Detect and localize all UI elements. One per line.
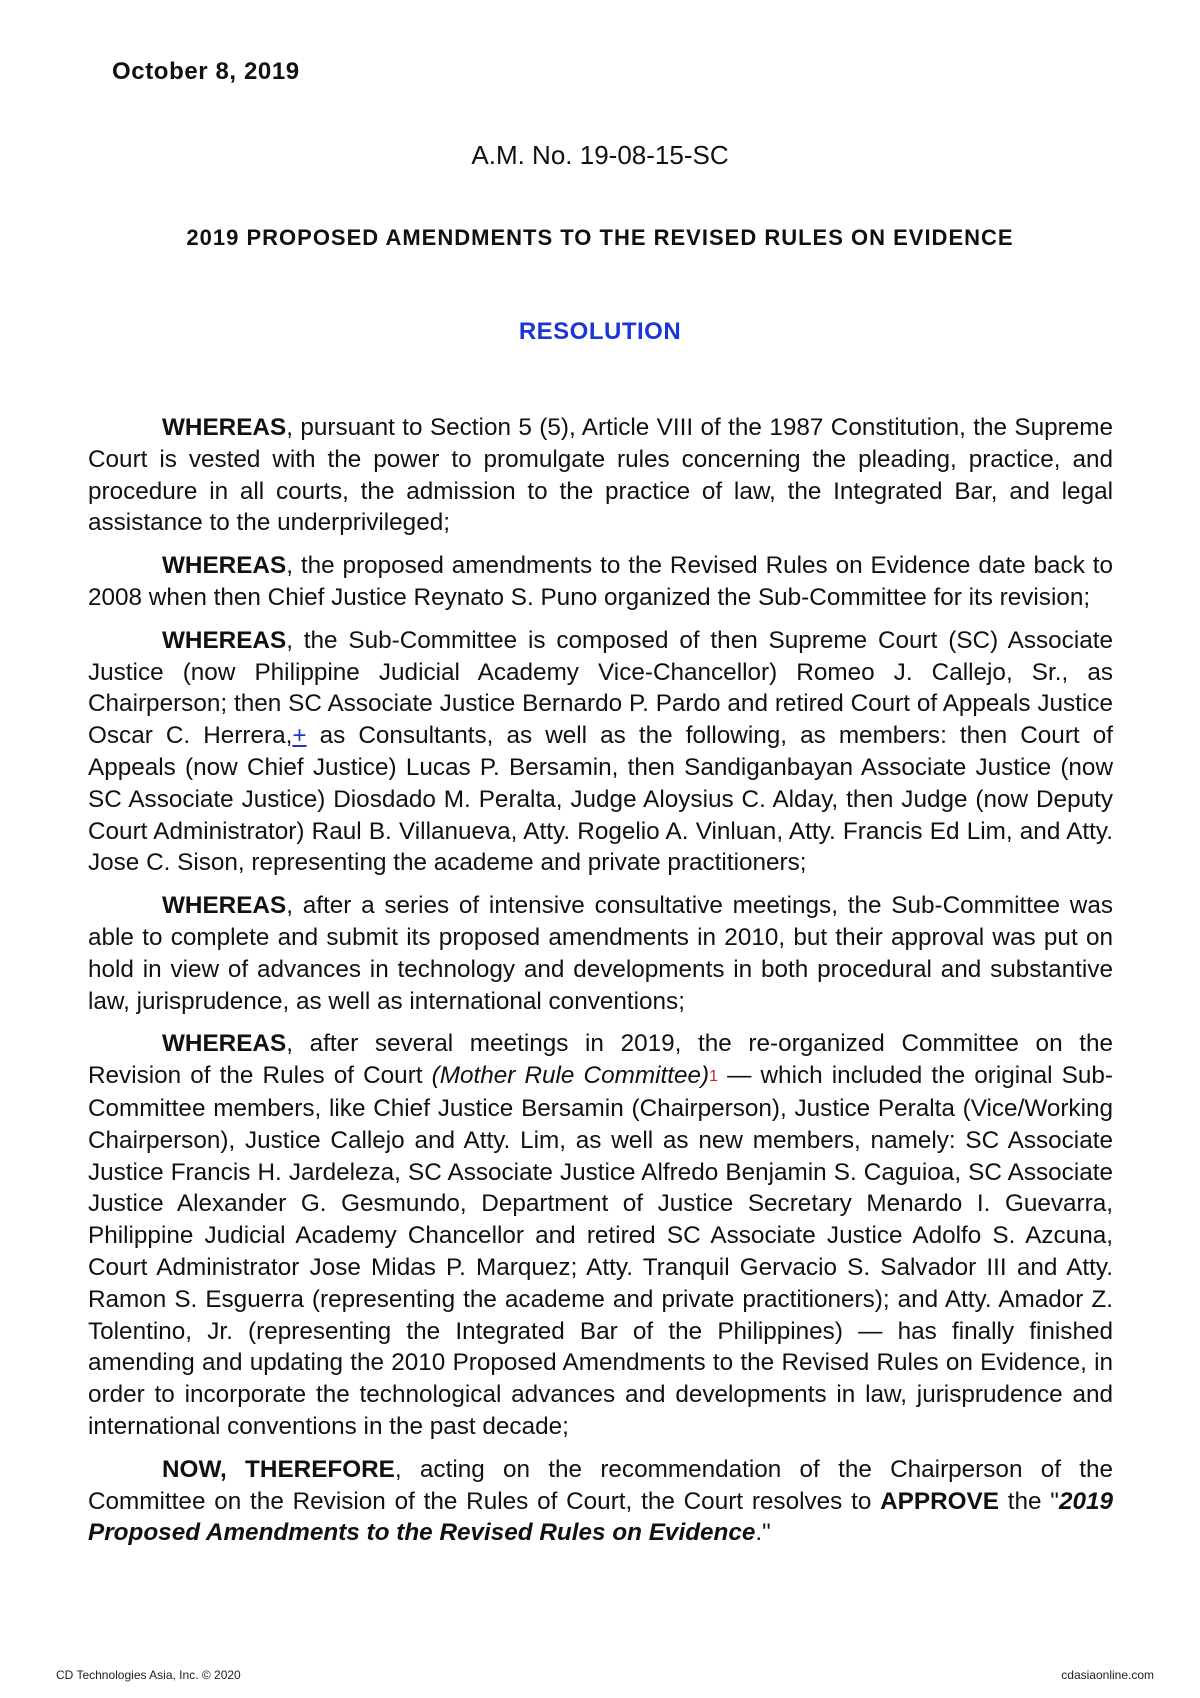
- paragraph-3: [88, 625, 1113, 879]
- paragraph-text: , the proposed amendments to the Revised Rules on Evidence date back to 2008 when then Chief Justice Reynato S. Puno organized the Sub-Committee for its revision;: [88, 552, 1113, 611]
- paragraph-4: [88, 890, 1113, 1017]
- paragraph-text: , acting on the recommendation of the Chairperson of the Committee on the Revision of the Rules of Court, the Court resolves to: [88, 1455, 1114, 1515]
- footer-site: cdasiaonline.com: [1061, 1668, 1154, 1682]
- paragraph-text: as Consultants, as well as the following, as members: then Court of Appeals (now Chief Justice) Lucas P. Bersamin, then Sandiganbayan Associate Justice (now SC Associate Justice) Diosdado M. Peralta, Judge Aloysius C. Alday, then Judge (now Deputy Court Administrator) Raul B. Villanueva, Atty. Rogelio A. Vinluan, Atty. Francis Ed Lim, and Atty. Jose C. Sison, representing the academe and private practitioners;: [88, 722, 1113, 877]
- paragraph-2: [88, 550, 1113, 614]
- paragraph-text: , after a series of intensive consultative meetings, the Sub-Committee was able to complete and submit its proposed amendments in 2010, but their approval was put on hold in view of advances in technology and developments in both procedural and substantive law, jurisprudence, as well as international conventions;: [88, 892, 1113, 1015]
- resolution-heading: RESOLUTION: [518, 318, 682, 345]
- paragraph-text: , the Sub-Committee is composed of then Supreme Court (SC) Associate Justice (now Philippine Judicial Academy Vice-Chancellor) Romeo J. Callejo, Sr., as Chairperson; then SC Associate Justice Bernardo P. Pardo and retired Court of Appeals Justice Oscar C. Herrera,: [88, 626, 1113, 750]
- therefore-lead: THEREFORE: [226, 1455, 395, 1483]
- paragraph-text: the ": [998, 1487, 1059, 1515]
- footer-copyright: CD Technologies Asia, Inc. © 2020: [56, 1668, 241, 1682]
- paragraph-1: [88, 412, 1113, 539]
- document-date: October 8, 2019: [112, 58, 300, 85]
- resolution-body: [88, 412, 1113, 1560]
- approve-bold: APPROVE: [880, 1487, 999, 1515]
- footnote-link-1[interactable]: 1: [709, 1068, 718, 1086]
- paragraph-text: , pursuant to Section 5 (5), Article VIII of the 1987 Constitution, the Supreme Court is vested with the power to promulgate rules concerning the pleading, practice, and procedure in all courts, the admission to the practice of law, the Integrated Bar, and legal assistance to the underprivileged;: [88, 414, 1113, 537]
- amendments-title-bold-italic: 2019 Proposed Amendments to the Revised Rules on Evidence: [88, 1487, 1113, 1547]
- case-number: A.M. No. 19-08-15-SC: [471, 140, 729, 170]
- paragraph-text: — which included the original Sub-Committee members, like Chief Justice Bersamin (Chairperson), Justice Peralta (Vice/Working Chairperson), Justice Callejo and Atty. Lim, as well as new members, namely: SC Associate Justice Francis H. Jardeleza, SC Associate Justice Alfredo Benjamin S. Caguioa, SC Associate Justice Alexander G. Gesmundo, Department of Justice Secretary Menardo I. Guevarra, Philippine Judicial Academy Chancellor and retired SC Associate Justice Adolfo S. Azcuna, Court Administrator Jose Midas P. Marquez; Atty. Tranquil Gervacio S. Salvador III and Atty. Ramon S. Esguerra (representing the academe and private practitioners); and Atty. Amador Z. Tolentino, Jr. (representing the Integrated Bar of the Philippines) — has finally finished amending and updating the 2010 Proposed Amendments to the Revised Rules on Evidence, in order to incorporate the technological advances and developments in law, jurisprudence and international conventions in the past decade;: [88, 1062, 1113, 1440]
- paragraph-6: [88, 1454, 1113, 1549]
- footnote-link-plus[interactable]: +: [292, 722, 307, 750]
- paragraph-text: .": [755, 1519, 771, 1547]
- now-lead: NOW,: [162, 1455, 227, 1483]
- document-title: 2019 PROPOSED AMENDMENTS TO THE REVISED RULES ON EVIDENCE: [186, 225, 1014, 250]
- whereas-lead: WHEREAS: [162, 892, 287, 920]
- committee-name-italic: (Mother Rule Committee): [431, 1062, 710, 1090]
- whereas-lead: WHEREAS: [162, 414, 287, 441]
- paragraph-text: , after several meetings in 2019, the re-organized Committee on the Revision of the Rules of Court: [88, 1030, 1113, 1090]
- whereas-lead: WHEREAS: [162, 552, 287, 580]
- whereas-lead: WHEREAS: [162, 626, 287, 654]
- paragraph-5: [88, 1028, 1113, 1442]
- whereas-lead: WHEREAS: [162, 1030, 287, 1058]
